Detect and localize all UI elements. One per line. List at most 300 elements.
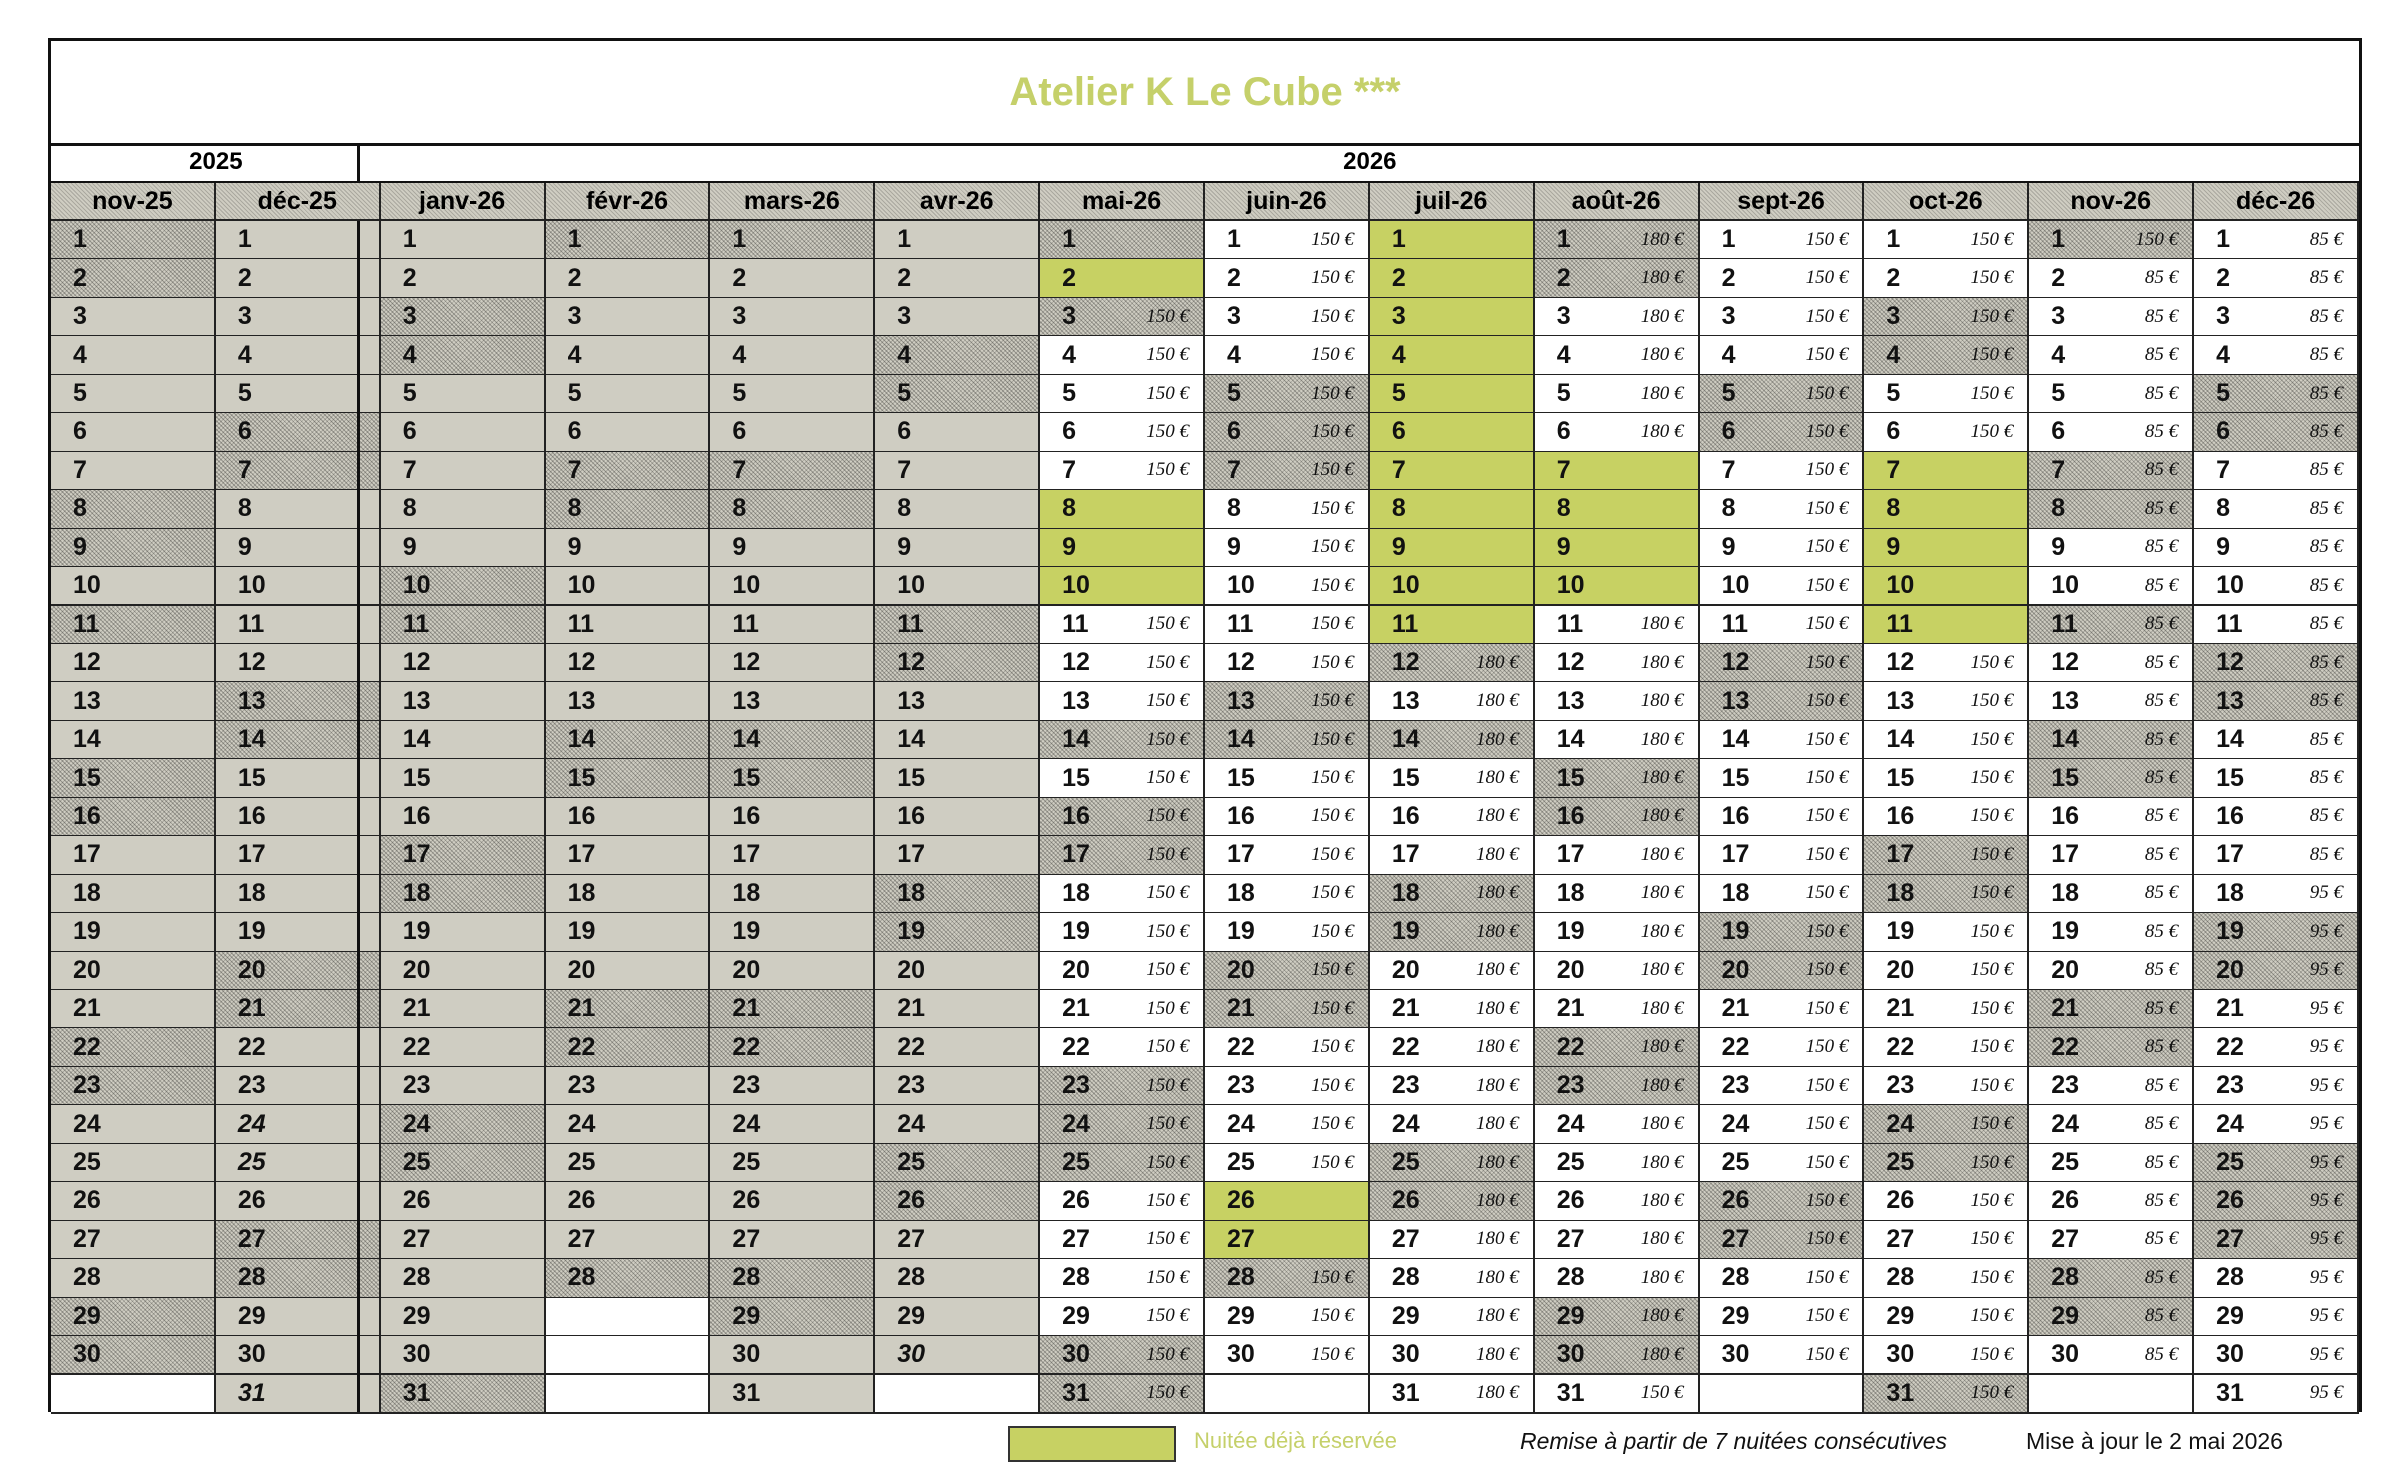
- day-cell[interactable]: [2029, 1336, 2194, 1375]
- day-cell[interactable]: [381, 1221, 546, 1260]
- day-cell[interactable]: [546, 913, 711, 952]
- day-cell[interactable]: [51, 875, 216, 914]
- day-cell[interactable]: [710, 1375, 875, 1414]
- day-cell[interactable]: [1205, 1298, 1370, 1337]
- day-cell[interactable]: [1370, 875, 1535, 914]
- day-cell[interactable]: [1535, 1067, 1700, 1106]
- day-cell[interactable]: [1864, 1298, 2029, 1337]
- day-cell[interactable]: [1040, 259, 1205, 298]
- day-cell[interactable]: [216, 875, 381, 914]
- day-cell[interactable]: [1370, 259, 1535, 298]
- day-cell[interactable]: [2194, 875, 2359, 914]
- day-cell[interactable]: [1040, 721, 1205, 760]
- day-cell[interactable]: [2194, 259, 2359, 298]
- day-cell[interactable]: [51, 1067, 216, 1106]
- day-cell[interactable]: [1205, 1259, 1370, 1298]
- day-cell[interactable]: [546, 1259, 711, 1298]
- day-cell[interactable]: [1370, 682, 1535, 721]
- day-cell[interactable]: [1700, 1221, 1865, 1260]
- day-cell[interactable]: [2029, 875, 2194, 914]
- day-cell[interactable]: [2194, 336, 2359, 375]
- day-cell[interactable]: [51, 644, 216, 683]
- day-cell[interactable]: [216, 221, 381, 260]
- day-cell[interactable]: [216, 721, 381, 760]
- day-cell[interactable]: [2029, 452, 2194, 491]
- day-cell[interactable]: [875, 798, 1040, 837]
- day-cell[interactable]: [875, 952, 1040, 991]
- day-cell[interactable]: [1700, 375, 1865, 414]
- day-cell[interactable]: [216, 1298, 381, 1337]
- day-cell[interactable]: [381, 1028, 546, 1067]
- day-cell[interactable]: [216, 413, 381, 452]
- day-cell[interactable]: [2194, 721, 2359, 760]
- day-cell[interactable]: [1864, 836, 2029, 875]
- day-cell[interactable]: [1370, 1298, 1535, 1337]
- day-cell[interactable]: [2194, 490, 2359, 529]
- day-cell[interactable]: [1205, 913, 1370, 952]
- day-cell[interactable]: [2029, 759, 2194, 798]
- day-cell[interactable]: [2029, 1298, 2194, 1337]
- day-cell[interactable]: [1864, 759, 2029, 798]
- day-cell[interactable]: [51, 913, 216, 952]
- day-cell[interactable]: [1700, 798, 1865, 837]
- day-cell[interactable]: [1864, 298, 2029, 337]
- day-cell[interactable]: [1040, 1067, 1205, 1106]
- day-cell[interactable]: [381, 644, 546, 683]
- day-cell[interactable]: [710, 759, 875, 798]
- day-cell[interactable]: [216, 1336, 381, 1375]
- day-cell[interactable]: [216, 1144, 381, 1183]
- day-cell[interactable]: [1700, 1298, 1865, 1337]
- day-cell[interactable]: [1370, 1336, 1535, 1375]
- day-cell[interactable]: [1040, 1105, 1205, 1144]
- day-cell[interactable]: [1864, 606, 2029, 645]
- day-cell[interactable]: [710, 1067, 875, 1106]
- day-cell[interactable]: [51, 298, 216, 337]
- day-cell[interactable]: [381, 1259, 546, 1298]
- day-cell[interactable]: [381, 990, 546, 1029]
- day-cell[interactable]: [216, 1221, 381, 1260]
- day-cell[interactable]: [51, 836, 216, 875]
- day-cell[interactable]: [2194, 567, 2359, 606]
- day-cell[interactable]: [546, 721, 711, 760]
- day-cell[interactable]: [546, 1105, 711, 1144]
- day-cell[interactable]: [2029, 1144, 2194, 1183]
- day-cell[interactable]: [875, 913, 1040, 952]
- day-cell[interactable]: [1535, 1144, 1700, 1183]
- day-cell[interactable]: [2029, 375, 2194, 414]
- day-cell[interactable]: [1205, 875, 1370, 914]
- day-cell[interactable]: [381, 1336, 546, 1375]
- day-cell[interactable]: [875, 721, 1040, 760]
- day-cell[interactable]: [875, 1144, 1040, 1183]
- day-cell[interactable]: [1040, 644, 1205, 683]
- day-cell[interactable]: [875, 221, 1040, 260]
- day-cell[interactable]: [710, 1298, 875, 1337]
- day-cell[interactable]: [1864, 1182, 2029, 1221]
- day-cell[interactable]: [875, 529, 1040, 568]
- day-cell[interactable]: [1370, 990, 1535, 1029]
- day-cell[interactable]: [1864, 1336, 2029, 1375]
- day-cell[interactable]: [710, 259, 875, 298]
- day-cell[interactable]: [1864, 490, 2029, 529]
- day-cell[interactable]: [2029, 529, 2194, 568]
- day-cell[interactable]: [1535, 952, 1700, 991]
- day-cell[interactable]: [216, 606, 381, 645]
- day-cell[interactable]: [546, 606, 711, 645]
- day-cell[interactable]: [2029, 1105, 2194, 1144]
- day-cell[interactable]: [1370, 336, 1535, 375]
- day-cell[interactable]: [875, 990, 1040, 1029]
- day-cell[interactable]: [2194, 644, 2359, 683]
- day-cell[interactable]: [2194, 990, 2359, 1029]
- day-cell[interactable]: [51, 529, 216, 568]
- day-cell[interactable]: [1700, 452, 1865, 491]
- day-cell[interactable]: [216, 1105, 381, 1144]
- day-cell[interactable]: [2029, 221, 2194, 260]
- day-cell[interactable]: [2029, 1182, 2194, 1221]
- day-cell[interactable]: [2029, 1221, 2194, 1260]
- day-cell[interactable]: [1040, 375, 1205, 414]
- day-cell[interactable]: [710, 413, 875, 452]
- day-cell[interactable]: [381, 413, 546, 452]
- day-cell[interactable]: [1864, 1028, 2029, 1067]
- day-cell[interactable]: [1864, 798, 2029, 837]
- day-cell[interactable]: [1535, 1221, 1700, 1260]
- day-cell[interactable]: [2029, 259, 2194, 298]
- day-cell[interactable]: [51, 990, 216, 1029]
- day-cell[interactable]: [546, 952, 711, 991]
- day-cell[interactable]: [1205, 1182, 1370, 1221]
- day-cell[interactable]: [2194, 1028, 2359, 1067]
- day-cell[interactable]: [1864, 1144, 2029, 1183]
- day-cell[interactable]: [1370, 644, 1535, 683]
- day-cell[interactable]: [2029, 298, 2194, 337]
- day-cell[interactable]: [546, 875, 711, 914]
- day-cell[interactable]: [1864, 375, 2029, 414]
- day-cell[interactable]: [710, 221, 875, 260]
- day-cell[interactable]: [1700, 1105, 1865, 1144]
- day-cell[interactable]: [51, 413, 216, 452]
- day-cell[interactable]: [381, 952, 546, 991]
- day-cell[interactable]: [546, 759, 711, 798]
- day-cell[interactable]: [1535, 1028, 1700, 1067]
- day-cell[interactable]: [51, 721, 216, 760]
- day-cell[interactable]: [1535, 875, 1700, 914]
- day-cell[interactable]: [1535, 1298, 1700, 1337]
- day-cell[interactable]: [2029, 721, 2194, 760]
- day-cell[interactable]: [546, 490, 711, 529]
- day-cell[interactable]: [1205, 490, 1370, 529]
- day-cell[interactable]: [1700, 952, 1865, 991]
- day-cell[interactable]: [2194, 221, 2359, 260]
- day-cell[interactable]: [1700, 875, 1865, 914]
- day-cell[interactable]: [1535, 259, 1700, 298]
- day-cell[interactable]: [1205, 644, 1370, 683]
- day-cell[interactable]: [546, 1028, 711, 1067]
- day-cell[interactable]: [381, 529, 546, 568]
- day-cell[interactable]: [1700, 644, 1865, 683]
- day-cell[interactable]: [1700, 721, 1865, 760]
- day-cell[interactable]: [1864, 529, 2029, 568]
- day-cell[interactable]: [875, 259, 1040, 298]
- day-cell[interactable]: [1040, 875, 1205, 914]
- day-cell[interactable]: [381, 1182, 546, 1221]
- day-cell[interactable]: [546, 567, 711, 606]
- day-cell[interactable]: [1535, 644, 1700, 683]
- day-cell[interactable]: [1040, 990, 1205, 1029]
- day-cell[interactable]: [1370, 529, 1535, 568]
- day-cell[interactable]: [1700, 1144, 1865, 1183]
- day-cell[interactable]: [1040, 413, 1205, 452]
- day-cell[interactable]: [1700, 298, 1865, 337]
- day-cell[interactable]: [710, 1182, 875, 1221]
- day-cell[interactable]: [216, 836, 381, 875]
- day-cell[interactable]: [1205, 529, 1370, 568]
- day-cell[interactable]: [51, 606, 216, 645]
- day-cell[interactable]: [1370, 298, 1535, 337]
- day-cell[interactable]: [1040, 952, 1205, 991]
- day-cell[interactable]: [1700, 1067, 1865, 1106]
- day-cell[interactable]: [1535, 375, 1700, 414]
- day-cell[interactable]: [1535, 682, 1700, 721]
- day-cell[interactable]: [546, 336, 711, 375]
- day-cell[interactable]: [1040, 298, 1205, 337]
- day-cell[interactable]: [1205, 567, 1370, 606]
- day-cell[interactable]: [1535, 1259, 1700, 1298]
- day-cell[interactable]: [1040, 1182, 1205, 1221]
- day-cell[interactable]: [1535, 490, 1700, 529]
- day-cell[interactable]: [2029, 798, 2194, 837]
- day-cell[interactable]: [2029, 606, 2194, 645]
- day-cell[interactable]: [546, 990, 711, 1029]
- day-cell[interactable]: [381, 836, 546, 875]
- day-cell[interactable]: [1864, 1067, 2029, 1106]
- day-cell[interactable]: [216, 1182, 381, 1221]
- day-cell[interactable]: [1040, 221, 1205, 260]
- day-cell[interactable]: [1864, 221, 2029, 260]
- day-cell[interactable]: [1535, 990, 1700, 1029]
- day-cell[interactable]: [1700, 606, 1865, 645]
- day-cell[interactable]: [1370, 1144, 1535, 1183]
- day-cell[interactable]: [1864, 1375, 2029, 1414]
- day-cell[interactable]: [2194, 1144, 2359, 1183]
- day-cell[interactable]: [381, 759, 546, 798]
- day-cell[interactable]: [381, 721, 546, 760]
- day-cell[interactable]: [710, 567, 875, 606]
- day-cell[interactable]: [51, 452, 216, 491]
- day-cell[interactable]: [1205, 721, 1370, 760]
- day-cell[interactable]: [381, 259, 546, 298]
- day-cell[interactable]: [710, 490, 875, 529]
- day-cell[interactable]: [546, 644, 711, 683]
- day-cell[interactable]: [381, 1144, 546, 1183]
- day-cell[interactable]: [1040, 1028, 1205, 1067]
- day-cell[interactable]: [1205, 990, 1370, 1029]
- day-cell[interactable]: [1700, 1028, 1865, 1067]
- day-cell[interactable]: [51, 1028, 216, 1067]
- day-cell[interactable]: [1370, 490, 1535, 529]
- day-cell[interactable]: [1040, 529, 1205, 568]
- day-cell[interactable]: [381, 606, 546, 645]
- day-cell[interactable]: [1370, 1028, 1535, 1067]
- day-cell[interactable]: [2194, 1375, 2359, 1414]
- day-cell[interactable]: [216, 1067, 381, 1106]
- day-cell[interactable]: [710, 336, 875, 375]
- day-cell[interactable]: [710, 721, 875, 760]
- day-cell[interactable]: [1205, 452, 1370, 491]
- day-cell[interactable]: [710, 952, 875, 991]
- day-cell[interactable]: [1205, 298, 1370, 337]
- day-cell[interactable]: [1700, 1336, 1865, 1375]
- day-cell[interactable]: [1370, 1221, 1535, 1260]
- day-cell[interactable]: [875, 336, 1040, 375]
- day-cell[interactable]: [381, 452, 546, 491]
- day-cell[interactable]: [710, 452, 875, 491]
- day-cell[interactable]: [710, 990, 875, 1029]
- day-cell[interactable]: [1535, 336, 1700, 375]
- day-cell[interactable]: [51, 567, 216, 606]
- day-cell[interactable]: [875, 375, 1040, 414]
- day-cell[interactable]: [51, 1221, 216, 1260]
- day-cell[interactable]: [1040, 759, 1205, 798]
- day-cell[interactable]: [2029, 1067, 2194, 1106]
- day-cell[interactable]: [216, 913, 381, 952]
- day-cell[interactable]: [51, 952, 216, 991]
- day-cell[interactable]: [710, 644, 875, 683]
- day-cell[interactable]: [710, 529, 875, 568]
- day-cell[interactable]: [1700, 336, 1865, 375]
- day-cell[interactable]: [216, 375, 381, 414]
- day-cell[interactable]: [546, 413, 711, 452]
- day-cell[interactable]: [2029, 490, 2194, 529]
- day-cell[interactable]: [1040, 798, 1205, 837]
- day-cell[interactable]: [1040, 1259, 1205, 1298]
- day-cell[interactable]: [875, 1067, 1040, 1106]
- day-cell[interactable]: [1864, 721, 2029, 760]
- day-cell[interactable]: [51, 1298, 216, 1337]
- day-cell[interactable]: [2194, 1259, 2359, 1298]
- day-cell[interactable]: [875, 1336, 1040, 1375]
- day-cell[interactable]: [1370, 836, 1535, 875]
- day-cell[interactable]: [710, 875, 875, 914]
- day-cell[interactable]: [1040, 336, 1205, 375]
- day-cell[interactable]: [1700, 990, 1865, 1029]
- day-cell[interactable]: [1040, 490, 1205, 529]
- day-cell[interactable]: [2029, 990, 2194, 1029]
- day-cell[interactable]: [2029, 836, 2194, 875]
- day-cell[interactable]: [51, 798, 216, 837]
- day-cell[interactable]: [875, 298, 1040, 337]
- day-cell[interactable]: [1370, 221, 1535, 260]
- day-cell[interactable]: [1700, 1182, 1865, 1221]
- day-cell[interactable]: [2194, 798, 2359, 837]
- day-cell[interactable]: [710, 375, 875, 414]
- day-cell[interactable]: [1700, 913, 1865, 952]
- day-cell[interactable]: [1370, 1105, 1535, 1144]
- day-cell[interactable]: [710, 606, 875, 645]
- day-cell[interactable]: [1370, 606, 1535, 645]
- day-cell[interactable]: [216, 452, 381, 491]
- day-cell[interactable]: [710, 1028, 875, 1067]
- day-cell[interactable]: [546, 798, 711, 837]
- day-cell[interactable]: [51, 1144, 216, 1183]
- day-cell[interactable]: [875, 567, 1040, 606]
- day-cell[interactable]: [1040, 606, 1205, 645]
- day-cell[interactable]: [1205, 1105, 1370, 1144]
- day-cell[interactable]: [2194, 452, 2359, 491]
- day-cell[interactable]: [875, 1105, 1040, 1144]
- day-cell[interactable]: [1535, 1336, 1700, 1375]
- day-cell[interactable]: [1535, 1375, 1700, 1414]
- day-cell[interactable]: [1205, 952, 1370, 991]
- day-cell[interactable]: [216, 259, 381, 298]
- day-cell[interactable]: [381, 221, 546, 260]
- day-cell[interactable]: [1864, 644, 2029, 683]
- day-cell[interactable]: [2029, 567, 2194, 606]
- day-cell[interactable]: [2194, 913, 2359, 952]
- day-cell[interactable]: [51, 682, 216, 721]
- day-cell[interactable]: [381, 336, 546, 375]
- day-cell[interactable]: [381, 298, 546, 337]
- day-cell[interactable]: [1370, 1259, 1535, 1298]
- day-cell[interactable]: [381, 1067, 546, 1106]
- day-cell[interactable]: [1535, 529, 1700, 568]
- day-cell[interactable]: [1205, 606, 1370, 645]
- day-cell[interactable]: [1370, 1067, 1535, 1106]
- day-cell[interactable]: [710, 836, 875, 875]
- day-cell[interactable]: [2194, 682, 2359, 721]
- day-cell[interactable]: [2029, 644, 2194, 683]
- day-cell[interactable]: [2194, 298, 2359, 337]
- day-cell[interactable]: [1205, 798, 1370, 837]
- day-cell[interactable]: [216, 529, 381, 568]
- day-cell[interactable]: [1040, 567, 1205, 606]
- day-cell[interactable]: [1040, 452, 1205, 491]
- day-cell[interactable]: [1700, 259, 1865, 298]
- day-cell[interactable]: [381, 490, 546, 529]
- day-cell[interactable]: [1205, 221, 1370, 260]
- day-cell[interactable]: [381, 682, 546, 721]
- day-cell[interactable]: [2194, 952, 2359, 991]
- day-cell[interactable]: [1040, 1375, 1205, 1414]
- day-cell[interactable]: [1864, 952, 2029, 991]
- day-cell[interactable]: [2194, 1221, 2359, 1260]
- day-cell[interactable]: [1205, 1028, 1370, 1067]
- day-cell[interactable]: [2194, 836, 2359, 875]
- day-cell[interactable]: [216, 644, 381, 683]
- day-cell[interactable]: [216, 990, 381, 1029]
- day-cell[interactable]: [381, 798, 546, 837]
- day-cell[interactable]: [546, 1221, 711, 1260]
- day-cell[interactable]: [1864, 682, 2029, 721]
- day-cell[interactable]: [1370, 798, 1535, 837]
- day-cell[interactable]: [1370, 375, 1535, 414]
- day-cell[interactable]: [1535, 298, 1700, 337]
- day-cell[interactable]: [1700, 567, 1865, 606]
- day-cell[interactable]: [2194, 1182, 2359, 1221]
- day-cell[interactable]: [2194, 1336, 2359, 1375]
- day-cell[interactable]: [1535, 721, 1700, 760]
- day-cell[interactable]: [546, 682, 711, 721]
- day-cell[interactable]: [1205, 682, 1370, 721]
- day-cell[interactable]: [2194, 413, 2359, 452]
- day-cell[interactable]: [875, 1259, 1040, 1298]
- day-cell[interactable]: [216, 490, 381, 529]
- day-cell[interactable]: [546, 452, 711, 491]
- day-cell[interactable]: [1864, 1259, 2029, 1298]
- day-cell[interactable]: [1700, 529, 1865, 568]
